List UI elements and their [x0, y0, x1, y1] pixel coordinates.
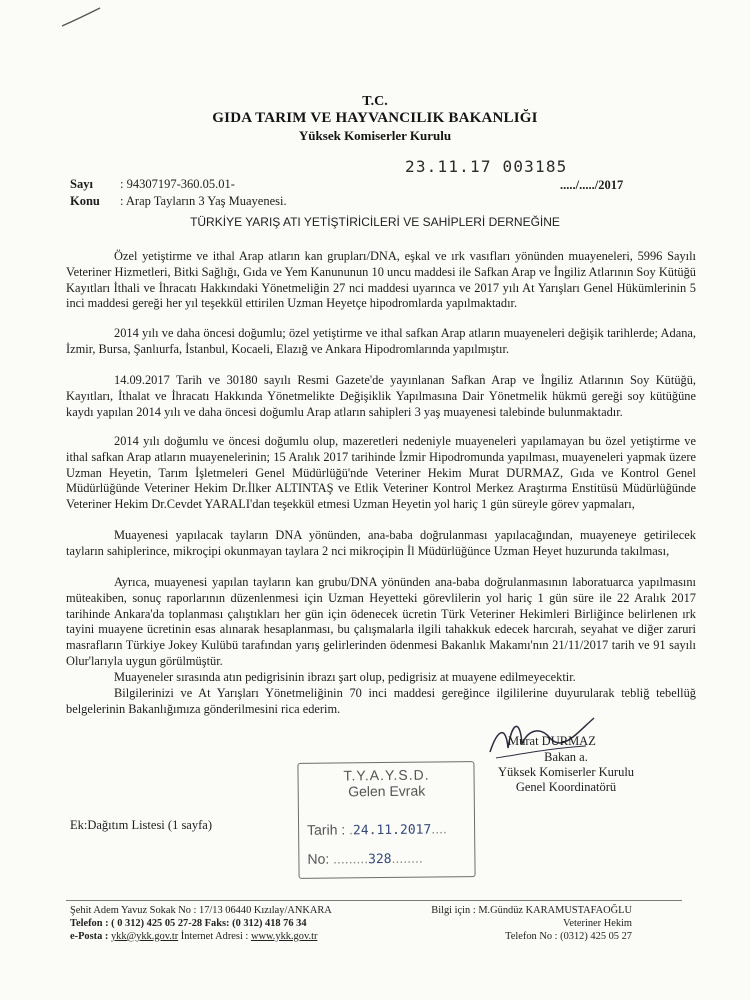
- sayi-value: : 94307197-360.05.01-: [120, 177, 235, 191]
- body-paragraph-7: Muayeneler sırasında atın pedigrisinin ibrazı şart olup, pedigrisiz at muayene edilmeyecektir.: [114, 670, 576, 684]
- stamp-no-value: 328: [368, 851, 392, 868]
- footer-info-person: Bilgi için : M.Gündüz KARAMUSTAFAOĞLU: [431, 905, 632, 916]
- body-paragraph-5: Muayenesi yapılacak tayların DNA yönünden, ana-baba doğrulanması yapılacağından, muayeneye getirilecek tayların sahiplerince, mikroçipi okunmayan taylara 2 nci mikroçipin İl Müdürlüğünce Uzman Heyet huzurunda takılması,: [66, 528, 696, 558]
- footer-web-label: İnternet Adresi :: [180, 930, 249, 942]
- sayi-label: Sayı: [70, 177, 93, 191]
- signatory-title: [481, 750, 651, 795]
- recipient-line: TÜRKİYE YARIŞ ATI YETİŞTİRİCİLERİ VE SAHİPLERİ DERNEĞİNE: [190, 215, 560, 229]
- footer-divider: [66, 900, 682, 901]
- footer-info-phone: Telefon No : (0312) 425 05 27: [505, 930, 632, 942]
- receipt-stamp: [297, 761, 475, 879]
- footer-info: [420, 905, 632, 943]
- footer-email-link[interactable]: ykk@ykk.gov.tr: [110, 930, 179, 942]
- stamp-org: T.Y.A.Y.S.D.: [343, 766, 430, 784]
- body-paragraph-3: 14.09.2017 Tarih ve 30180 sayılı Resmi Gazete'de yayınlanan Safkan Arap ve İngiliz Atlarının Soy Kütüğü, Kayıtları, İthalat ve İhracatı Hakkında Yönetmelikte Değişiklik Yapılmasına Dair Yönetmelik hükmü gereği soy kütüğüne kaydı yapılan 2014 yılı ve daha öncesi doğumlu Arap atların sahipleri 3 yaş muayenesi talebinde bulunmaktadır.: [66, 373, 696, 419]
- registry-number-stamp: 23.11.17 003185: [405, 157, 568, 176]
- footer-contact: [70, 905, 332, 943]
- header-ministry: GIDA TARIM VE HAYVANCILIK BAKANLIĞI: [212, 110, 538, 126]
- footer-info-title: Veteriner Hekim: [563, 917, 632, 929]
- stamp-date-label: Tarih :: [307, 821, 346, 838]
- body-paragraph-2: 2014 yılı ve daha öncesi doğumlu; özel yetiştirme ve ithal safkan Arap atların muayeneleri değişik tarihlerde; Adana, İzmir, Bursa, Şanlıurfa, İstanbul, Kocaeli, Elazığ ve Ankara Hipodromlarında yapılmıştır.: [66, 326, 696, 356]
- stamp-date-row: Tarih : .24.11.2017....: [307, 820, 447, 839]
- konu-row: [70, 194, 287, 209]
- footer-web-link[interactable]: www.ykk.gov.tr: [250, 930, 318, 942]
- signatory-line-2: Yüksek Komiserler Kurulu: [497, 765, 635, 779]
- footer-phone: Telefon : ( 0 312) 425 05 27-28 Faks: (0 312) 418 76 34: [70, 917, 307, 929]
- signatory-line-1: Bakan a.: [544, 750, 588, 764]
- date-placeholder: ...../...../2017: [560, 178, 624, 192]
- footer-web-row: [70, 931, 332, 944]
- signatory-name: Murat DURMAZ: [508, 734, 596, 748]
- konu-label: Konu: [70, 194, 100, 208]
- stamp-no-label: No:: [307, 850, 330, 867]
- body-paragraph-6: Ayrıca, muayenesi yapılan tayların kan grubu/DNA yönünden ana-baba doğrulanmasının laboratuarca yapılmasını müteakiben, sonuç raporlarının düzenlenmesi için Uzman Heyetteki görevlilerin yol hariç 1 gün süre ile 22 Aralık 2017 tarihinde Ankara'da toplanması çalıştıkları her gün için ödenecek ücretin Türk Veteriner Hekimleri Birliğince belirlenen ırk tayini muayene ücretinin esas alınarak hesaplanması, bu çalışmalarla ilgili tahakkuk edecek harcırah, seyahat ve diğer zaruri masrafların Türkiye Jokey Kulübü tarafından yarış gelirlerinden ödenmesi Bakanlık Makamı'nın 21/11/2017 tarih ve 91 sayılı Olur'larıyla uygun görülmüştür.: [66, 575, 696, 668]
- body-paragraph-4: 2014 yılı doğumlu ve öncesi doğumlu olup, mazeretleri nedeniyle muayeneleri yapılamayan bu özel yetiştirme ve ithal safkan Arap atların muayenelerinin; 15 Aralık 2017 tarihinde İzmir Hipodromunda yapılması, muayeneleri yapmak üzere Uzman Heyetin, Tarım İşletmeleri Genel Müdürlüğü'nde Veteriner Hekim Murat DURMAZ, Gıda ve Kontrol Genel Müdürlüğünde Veteriner Hekim Dr.İlker ALTINTAŞ ve Etlik Veteriner Kontrol Merkez Araştırma Enstitüsü Müdürlüğünde Veteriner Hekim Dr.Cevdet YARALI'dan teşekkül etmesi Uzman Heyetin yol hariç 1 gün süreyle görev yapmaları,: [66, 434, 696, 512]
- stamp-no-row: No: .........328........: [307, 849, 423, 868]
- body-paragraph-8: Bilgilerinizi ve At Yarışları Yönetmeliğinin 70 inci maddesi gereğince ilgililerine duyurularak tebliğ tebellüğ belgelerinin Bakanlığımıza gönderilmesini rica ederim.: [66, 686, 696, 716]
- stamp-label: Gelen Evrak: [348, 782, 426, 800]
- konu-value: : Arap Tayların 3 Yaş Muayenesi.: [120, 194, 287, 208]
- header-country: T.C.: [362, 94, 388, 109]
- attachment-note: Ek:Dağıtım Listesi (1 sayfa): [70, 818, 212, 832]
- signatory-line-3: Genel Koordinatörü: [515, 780, 617, 794]
- footer-email-label: e-Posta :: [70, 930, 109, 942]
- header-unit: Yüksek Komiserler Kurulu: [298, 128, 452, 143]
- sayi-row: [70, 177, 235, 192]
- pen-mark: [56, 0, 106, 36]
- body-paragraph-1: Özel yetiştirme ve ithal Arap atların kan grupları/DNA, eşkal ve ırk vasıfları yönünden muayeneleri, 5996 Sayılı Veteriner Hizmetleri, Bitki Sağlığı, Gıda ve Yem Kanununun 10 uncu maddesi ile Safkan Arap ve İngiliz Atlarının Soy Kütüğü Kayıtları İthali ve İhracatı Hakkındaki Yönetmeliğin 27 nci maddesi uyarınca ve 2017 yılı At Yarışları Genel Hükümlerinin 5 inci maddesi gereği her yıl teşekkül ettirilen Uzman Heyetçe hipodromlarda yapılmaktadır.: [66, 249, 696, 311]
- stamp-date-value: 24.11.2017: [352, 822, 432, 839]
- footer-address: Şehit Adem Yavuz Sokak No : 17/13 06440 Kızılay/ANKARA: [70, 905, 332, 916]
